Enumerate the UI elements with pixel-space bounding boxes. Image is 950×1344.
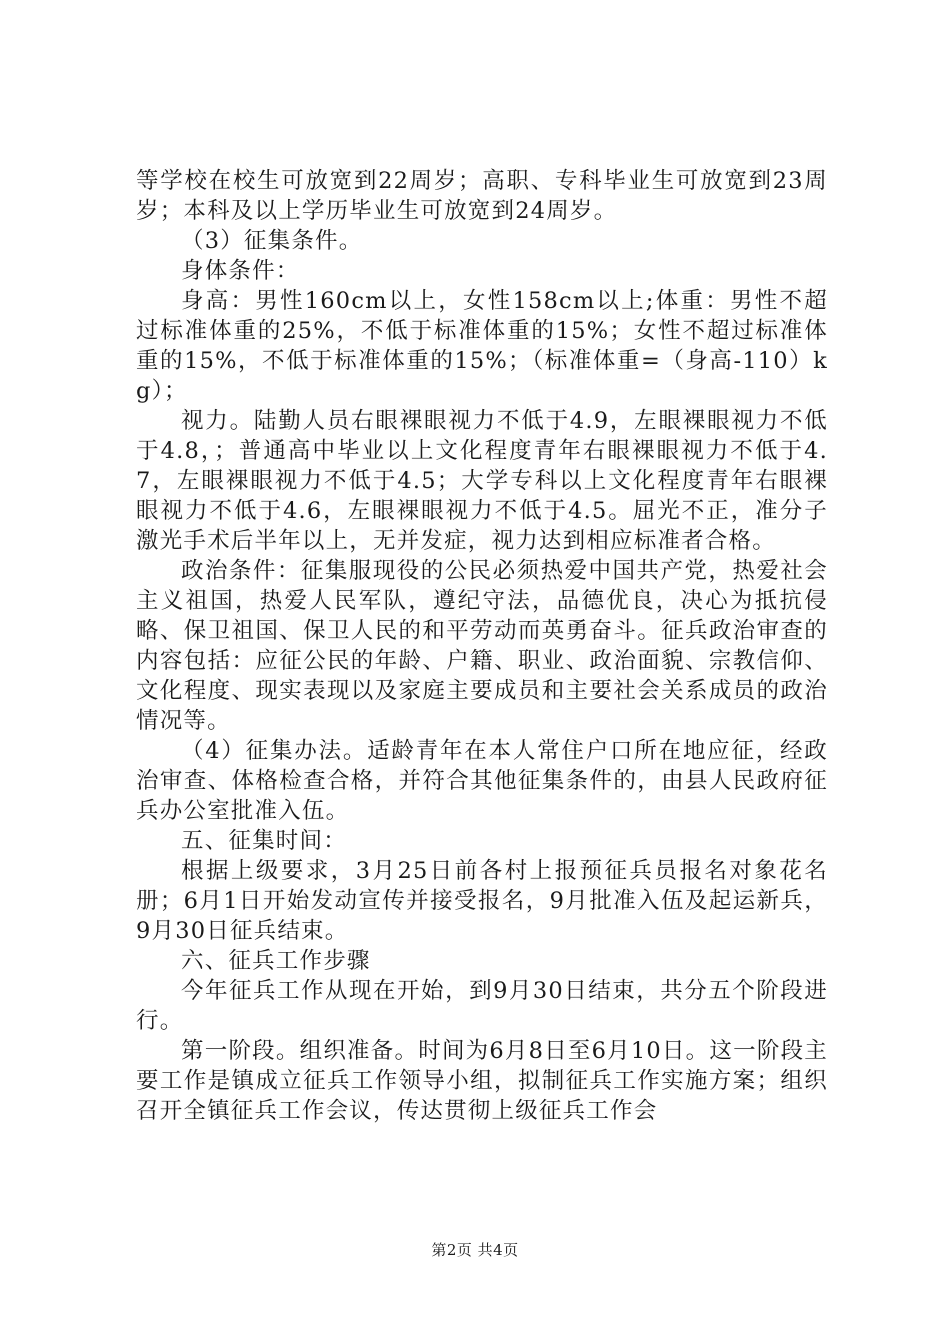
paragraph-conscription-method: （4）征集办法。适龄青年在本人常住户口所在地应征，经政治审查、体格检查合格，并符合其他征集条件的，由县人民政府征兵办公室批准入伍。 — [136, 738, 828, 824]
paragraph-age-limit-continued: 等学校在校生可放宽到22周岁；高职、专科毕业生可放宽到23周岁；本科及以上学历毕业生可放宽到24周岁。 — [136, 168, 828, 224]
section-heading-timing: 五、征集时间： — [181, 828, 347, 854]
paragraph-height-weight: 身高：男性160cm以上，女性158cm以上;体重：男性不超过标准体重的25%，不低于标准体重的15%；女性不超过标准体重的15%，不低于标准体重的15%；（标准体重=（身高-110）kg）； — [136, 288, 828, 404]
page-number-footer: 第2页 共4页 — [431, 1241, 519, 1259]
paragraph-political-conditions: 政治条件：征集服现役的公民必须热爱中国共产党，热爱社会主义祖国，热爱人民军队，遵纪守法，品德优良，决心为抵抗侵略、保卫祖国、保卫人民的和平劳动而英勇奋斗。征兵政治审查的内容包括：应征公民的年龄、户籍、职业、政治面貌、宗教信仰、文化程度、现实表现以及家庭主要成员和主要社会关系成员的政治情况等。 — [136, 558, 828, 734]
section-heading-steps: 六、征兵工作步骤 — [181, 948, 371, 974]
document-body — [136, 166, 828, 1126]
paragraph-stage-one: 第一阶段。组织准备。时间为6月8日至6月10日。这一阶段主要工作是镇成立征兵工作领导小组，拟制征兵工作实施方案；组织召开全镇征兵工作会议，传达贯彻上级征兵工作会 — [136, 1038, 828, 1124]
paragraph-steps-overview: 今年征兵工作从现在开始，到9月30日结束，共分五个阶段进行。 — [136, 978, 828, 1034]
paragraph-physical-conditions: 身体条件： — [181, 258, 300, 284]
paragraph-timing-details: 根据上级要求，3月25日前各村上报预征兵员报名对象花名册；6月1日开始发动宣传并接受报名，9月批准入伍及起运新兵，9月30日征兵结束。 — [136, 858, 828, 944]
paragraph-heading-conditions: （3）征集条件。 — [181, 228, 363, 254]
paragraph-vision: 视力。陆勤人员右眼裸眼视力不低于4.9，左眼裸眼视力不低于4.8，；普通高中毕业以上文化程度青年右眼裸眼视力不低于4.7，左眼裸眼视力不低于4.5；大学专科以上文化程度青年右眼裸眼视力不低于4.6，左眼裸眼视力不低于4.5。屈光不正，准分子激光手术后半年以上，无并发症，视力达到相应标准者合格。 — [136, 408, 828, 554]
